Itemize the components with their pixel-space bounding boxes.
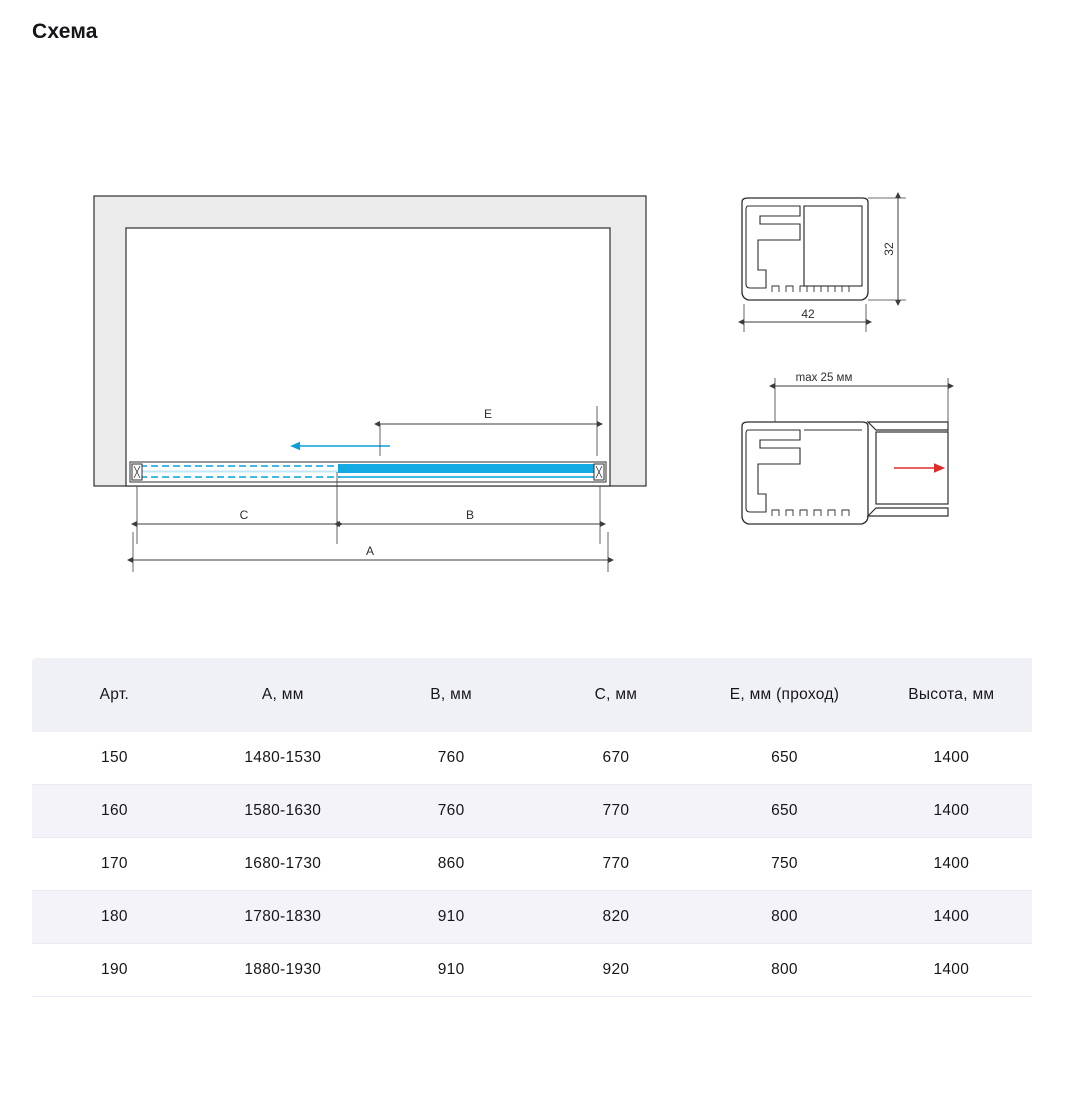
dim-label-a: A [365,544,375,558]
cell-c: 770 [534,838,699,891]
cell-art: 190 [32,944,197,997]
dim-label-gap: max 25 мм [795,372,853,384]
cell-a: 1480-1530 [197,732,369,785]
cell-e: 750 [698,838,870,891]
cell-height: 1400 [871,891,1032,944]
column-header-c: C, мм [534,658,699,732]
cell-art: 180 [32,891,197,944]
column-header-a: A, мм [197,658,369,732]
cell-height: 1400 [871,838,1032,891]
spec-table [32,658,1032,997]
dim-label-e: E [483,407,493,421]
cell-height: 1400 [871,732,1032,785]
spec-table-container [32,658,1032,997]
cell-e: 800 [698,944,870,997]
cell-a: 1580-1630 [197,785,369,838]
front-view-group [94,196,646,572]
section-view-group [742,372,948,524]
table-row [32,732,1032,785]
cell-art: 170 [32,838,197,891]
table-row [32,891,1032,944]
cell-b: 860 [369,838,534,891]
column-header-art: Арт. [32,658,197,732]
column-header-e: E, мм (проход) [698,658,870,732]
table-row [32,838,1032,891]
cell-b: 910 [369,944,534,997]
page-title: Схема [32,20,98,43]
dim-label-depth: 32 [882,242,896,256]
cell-a: 1880-1930 [197,944,369,997]
table-header-row [32,658,1032,732]
cell-e: 650 [698,785,870,838]
cell-c: 770 [534,785,699,838]
dim-label-b: B [465,508,475,522]
cell-c: 920 [534,944,699,997]
cell-b: 760 [369,732,534,785]
table-row [32,785,1032,838]
cell-art: 150 [32,732,197,785]
dim-label-width: 42 [801,307,815,321]
cell-height: 1400 [871,944,1032,997]
cell-a: 1680-1730 [197,838,369,891]
table-row [32,944,1032,997]
cell-b: 910 [369,891,534,944]
cell-a: 1780-1830 [197,891,369,944]
column-header-b: B, мм [369,658,534,732]
schema-diagram [0,120,1068,620]
cell-e: 800 [698,891,870,944]
cell-b: 760 [369,785,534,838]
cell-c: 670 [534,732,699,785]
dim-label-c: C [239,508,249,522]
cell-e: 650 [698,732,870,785]
cell-c: 820 [534,891,699,944]
cell-art: 160 [32,785,197,838]
cell-height: 1400 [871,785,1032,838]
column-header-height: Высота, мм [871,658,1032,732]
profile-cross-section-group [742,198,906,332]
